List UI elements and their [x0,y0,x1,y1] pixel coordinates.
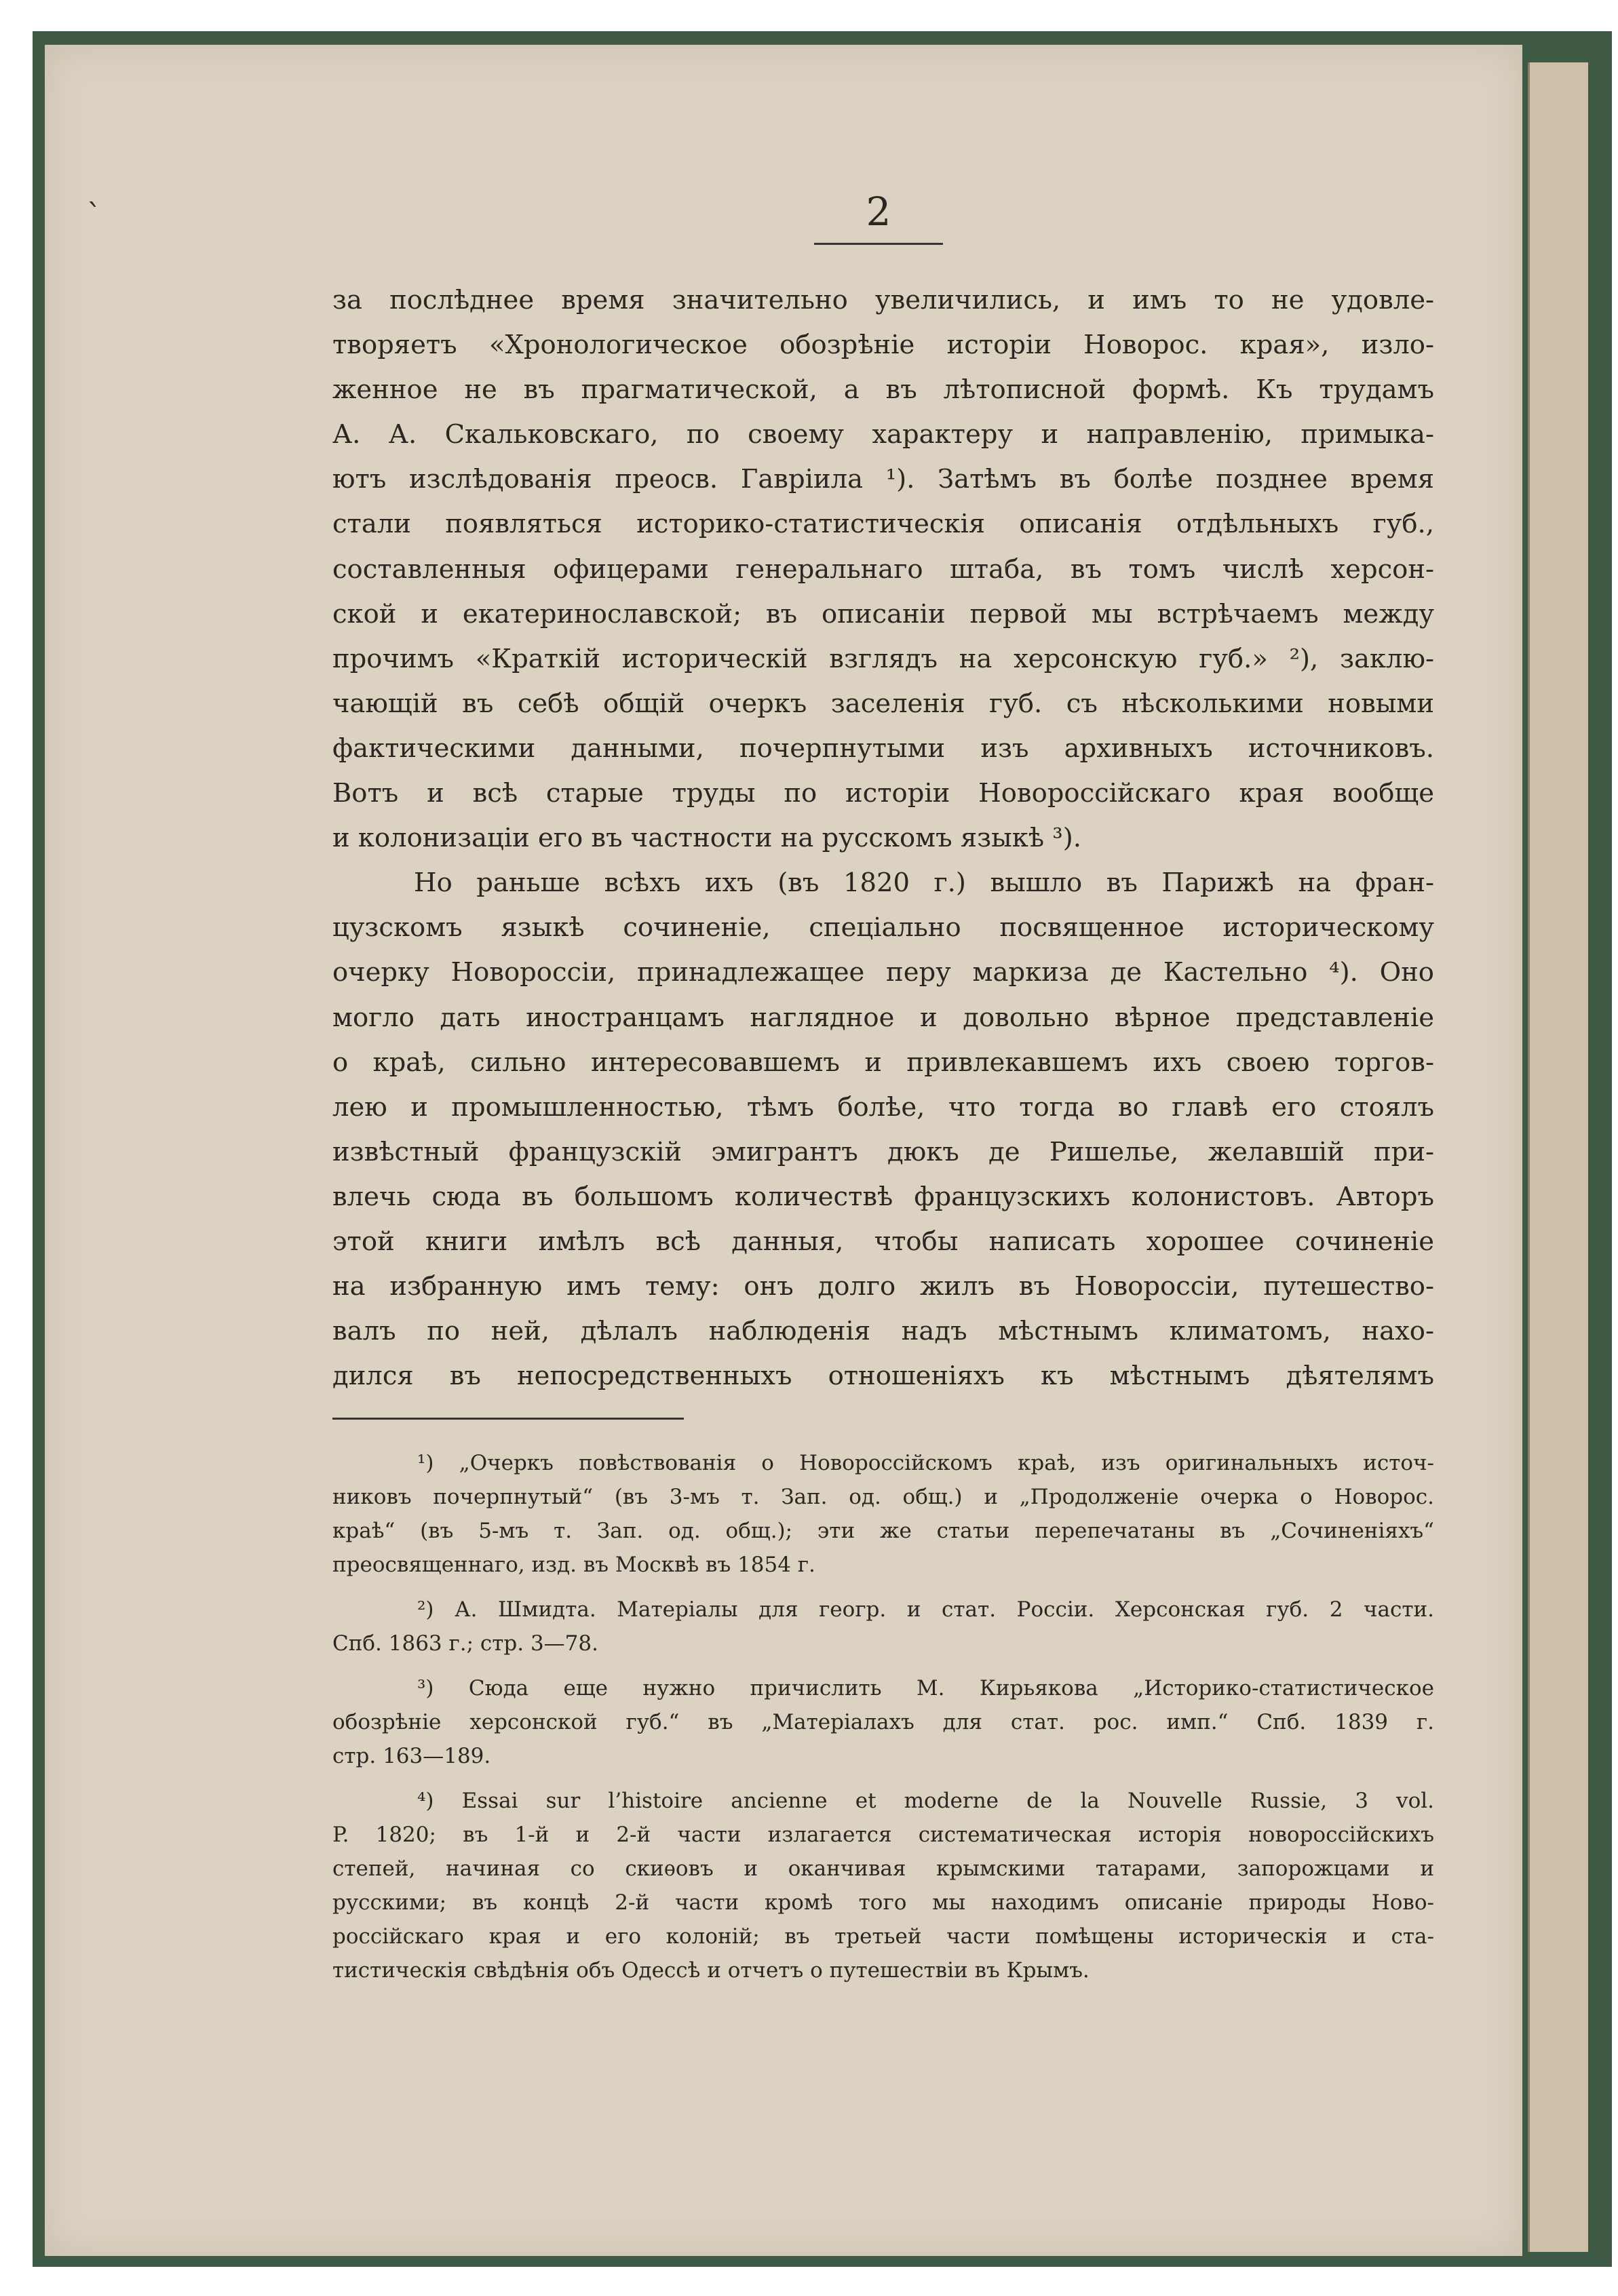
footnote-3 [332,1671,1434,1773]
footnote-line: тистическія свѣдѣнія объ Одессѣ и отчетъ о путешествіи въ Крымъ. [332,1958,1090,1983]
body-line: Вотъ и всѣ старые труды по исторіи Новороссійскаго края вообще [332,778,1434,809]
footnote-line: русскими; въ концѣ 2-й части кромѣ того мы находимъ описаніе природы Ново- [332,1890,1434,1915]
footnote-line: ³) Сюда еще нужно причислить М. Кирьякова „Историко-статистическое [417,1676,1434,1700]
footnote-2 [332,1593,1434,1660]
body-line: валъ по ней, дѣлалъ наблюденія надъ мѣстнымъ климатомъ, нахо- [332,1316,1434,1347]
body-line: лею и промышленностью, тѣмъ болѣе, что тогда во главѣ его стоялъ [332,1091,1434,1123]
body-line: ютъ изслѣдованія преосв. Гавріила ¹). Затѣмъ въ болѣе позднее время [332,464,1434,495]
body-line: фактическими данными, почерпнутыми изъ архивныхъ источниковъ. [332,733,1434,764]
footnote-line: степей, начиная со скиѳовъ и оканчивая крымскими татарами, запорожцами и [332,1856,1434,1881]
body-line: прочимъ «Краткій историческій взглядъ на херсонскую губ.» ²), заклю- [332,643,1434,674]
body-line: ской и екатеринославской; въ описаніи первой мы встрѣчаемъ между [332,598,1434,629]
next-page-edge [1528,62,1588,2252]
body-line: могло дать иностранцамъ наглядное и довольно вѣрное представленіе [332,1002,1434,1033]
body-line: стали появляться историко-статистическія описанія отдѣльныхъ губ., [332,509,1434,540]
footnote-line: ⁴) Essai sur l’histoire ancienne et moderne de la Nouvelle Russie, 3 vol. [417,1789,1434,1813]
body-line: составленныя офицерами генеральнаго штаба, въ томъ числѣ херсон- [332,553,1434,585]
footnote-line: Спб. 1863 г.; стр. 3—78. [332,1631,598,1656]
footnotes [332,1446,1434,1987]
body-line: цузскомъ языкѣ сочиненіе, спеціально посвященное историческому [332,912,1434,943]
footnote-rule [332,1418,684,1420]
footnote-line: обозрѣніе херсонской губ.“ въ „Матеріалахъ для стат. рос. имп.“ Спб. 1839 г. [332,1710,1434,1734]
page-number: 2 [866,189,891,235]
body-line: о краѣ, сильно интересовавшемъ и привлекавшемъ ихъ своею торгов- [332,1047,1434,1078]
body-line: и колонизаціи его въ частности на русскомъ языкѣ ³). [332,823,1081,854]
body-line: за послѣднее время значительно увеличились, и имъ то не удовле- [332,285,1434,315]
body-line: А. А. Скальковскаго, по своему характеру и направленію, примыка- [332,419,1434,450]
footnote-line: преосвященнаго, изд. въ Москвѣ въ 1854 г. [332,1553,815,1577]
footnote-line: никовъ почерпнутый“ (въ 3-мъ т. Зап. од. общ.) и „Продолженіе очерка о Новорос. [332,1485,1434,1509]
body-line: на избранную имъ тему: онъ долго жилъ въ Новороссіи, путешество- [332,1271,1434,1302]
footnote-4 [332,1784,1434,1987]
footnote-line: стр. 163—189. [332,1744,491,1768]
body-line: Но раньше всѣхъ ихъ (въ 1820 г.) вышло въ Парижѣ на фран- [414,868,1434,899]
body-line: чающій въ себѣ общій очеркъ заселенія губ. съ нѣсколькими новыми [332,688,1434,719]
body-line: извѣстный французскій эмигрантъ дюкъ де Ришелье, желавшій при- [332,1136,1434,1167]
body-line: творяетъ «Хронологическое обозрѣніе исторіи Новорос. края», изло- [332,330,1434,361]
margin-mark: ˋ [87,198,102,233]
footnote-line: россійскаго края и его колоній; въ третьей части помѣщены историческія и ста- [332,1924,1434,1949]
footnote-line: P. 1820; въ 1-й и 2-й части излагается систематическая исторія новороссійскихъ [332,1823,1434,1847]
body-line: этой книги имѣлъ всѣ данныя, чтобы написать хорошее сочиненіе [332,1226,1434,1257]
body-line: очерку Новороссіи, принадлежащее перу маркиза де Кастельно ⁴). Оно [332,957,1434,988]
footnote-line: ¹) „Очеркъ повѣствованія о Новороссійскомъ краѣ, изъ оригинальныхъ источ- [417,1451,1434,1475]
body-line: женное не въ прагматической, а въ лѣтописной формѣ. Къ трудамъ [332,374,1434,406]
footnote-line: ²) А. Шмидта. Матеріалы для геогр. и стат. Россіи. Херсонская губ. 2 части. [417,1597,1434,1622]
page-number-rule [814,243,943,245]
body-text [332,278,1434,1399]
body-line: влечь сюда въ большомъ количествѣ французскихъ колонистовъ. Авторъ [332,1181,1434,1212]
footnote-line: краѣ“ (въ 5-мъ т. Зап. од. общ.); эти же статьи перепечатаны въ „Сочиненіяхъ“ [332,1519,1434,1543]
body-line: дился въ непосредственныхъ отношеніяхъ къ мѣстнымъ дѣятелямъ [332,1361,1434,1392]
footnote-1 [332,1446,1434,1582]
